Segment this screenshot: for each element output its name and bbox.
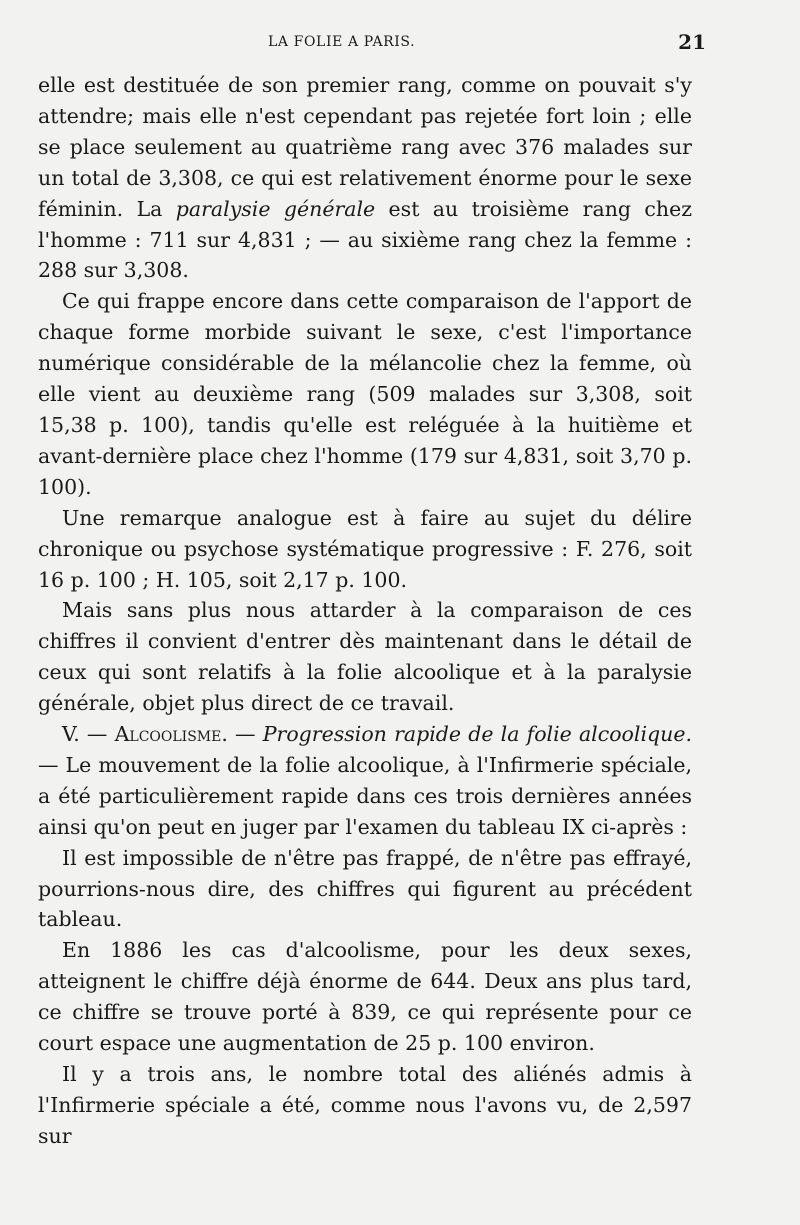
paragraph-7: En 1886 les cas d'alcoolisme, pour les deux sexes, atteignent le chiffre déjà énorme de 644. Deux ans plus tard, ce chiffre se trouve porté à 839, ce qui représente pour ce court espace une augmentation de 25 p. 100 environ. [38, 938, 692, 1056]
section-heading: Alcoolisme. [114, 722, 228, 747]
paragraph-1 [38, 70, 692, 286]
heading-dash: — [227, 722, 263, 747]
paragraph-2: Ce qui frappe encore dans cette comparaison de l'apport de chaque forme morbide suivant le sexe, c'est l'importance numérique considérable de la mélancolie chez la femme, où elle vient au deuxième rang (509 malades sur 3,308, soit 15,38 p. 100), tandis qu'elle est reléguée à la huitième et avant-dernière place chez l'homme (179 sur 4,831, soit 3,70 p. 100). [38, 289, 692, 499]
paragraph-text: — Le mouvement de la folie alcoolique, à l'Infirmerie spéciale, a été particulièrement rapide dans ces trois dernières années ainsi qu'on peut en juger par l'examen du tableau IX ci-après : [38, 752, 692, 839]
body-text [38, 70, 692, 1152]
italic-term: paralysie générale [175, 196, 376, 221]
running-title: LA FOLIE A PARIS. [268, 34, 416, 50]
page-header [38, 28, 706, 70]
page-number: 21 [678, 30, 706, 54]
paragraph-3: Une remarque analogue est à faire au sujet du délire chronique ou psychose systématique progressive : F. 276, soit 16 p. 100 ; H. 105, soit 2,17 p. 100. [38, 505, 692, 592]
section-number: V. — [62, 722, 115, 747]
section-subheading: Progression rapide de la folie alcoolique. [262, 722, 692, 747]
paragraph-text: elle est destituée de son premier rang, comme on pouvait s'y attendre; mais elle n'est cependant pas rejetée fort loin ; elle se place seulement au quatrième rang avec 376 malades sur un total de 3,308, ce qui est relativement énorme pour le sexe féminin. La [38, 73, 692, 221]
paragraph-5 [38, 719, 692, 843]
paragraph-6: Il est impossible de n'être pas frappé, de n'être pas effrayé, pourrions-nous dire, des chiffres qui figurent au précédent tableau. [38, 845, 692, 932]
paragraph-8: Il y a trois ans, le nombre total des aliénés admis à l'Infirmerie spéciale a été, comme nous l'avons vu, de 2,597 sur [38, 1062, 692, 1148]
paragraph-4: Mais sans plus nous attarder à la comparaison de ces chiffres il convient d'entrer dès maintenant dans le détail de ceux qui sont relatifs à la folie alcoolique et à la paralysie générale, objet plus direct de ce travail. [38, 598, 692, 716]
paragraph-text: est au troisième rang chez l'homme : 711 sur 4,831 ; — au sixième rang chez la femme : 288 sur 3,308. [38, 196, 693, 283]
